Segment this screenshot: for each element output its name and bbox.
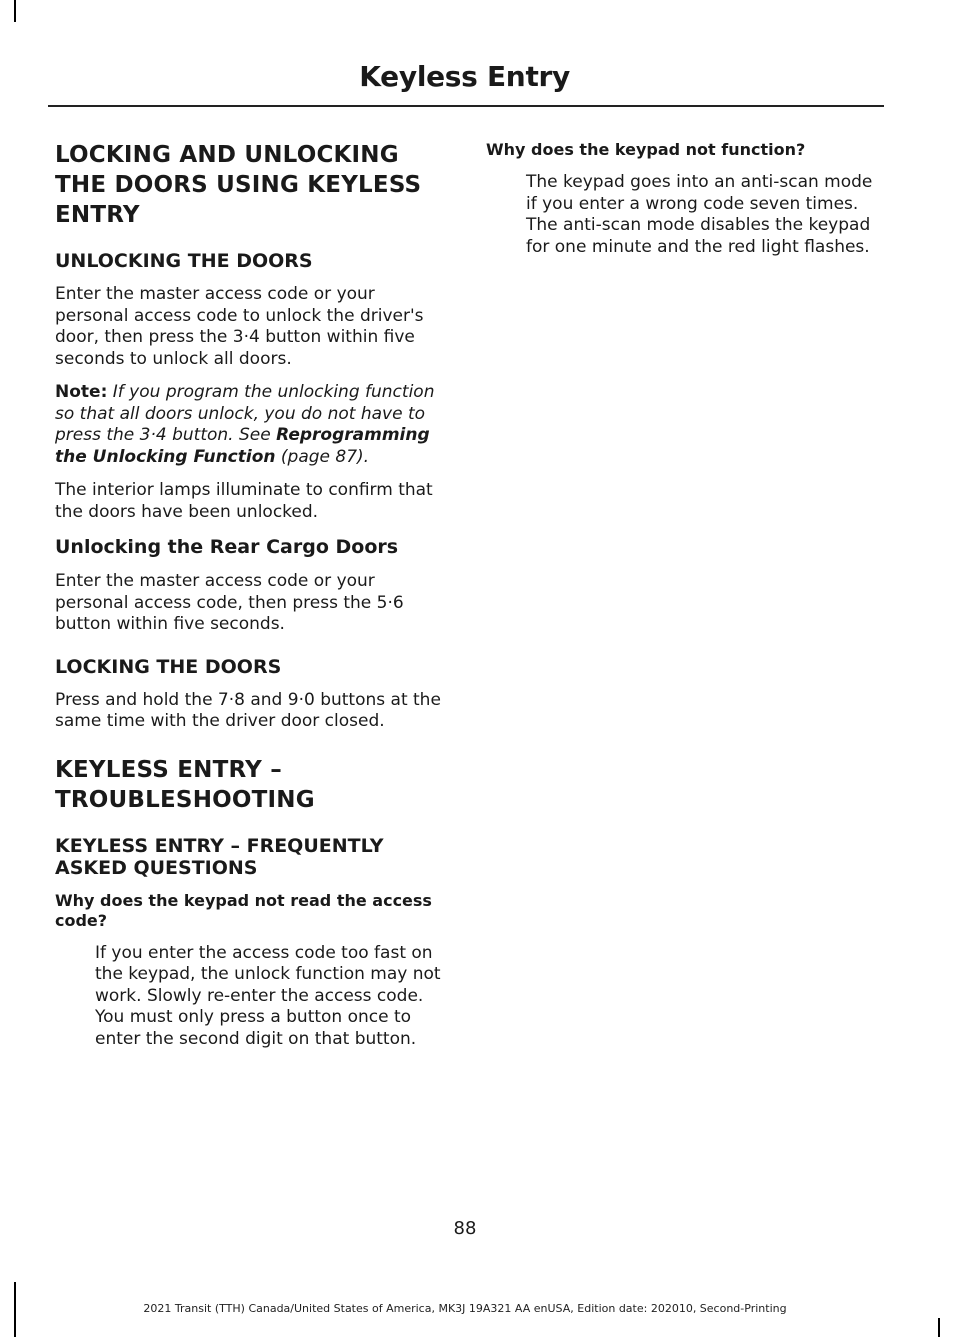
paragraph-unlock: Enter the master access code or your personal access code to unlock the driver's door, then press the 3·4 button within five seconds to unlock all doors. xyxy=(55,284,424,369)
right-column xyxy=(486,140,886,270)
footer-edition: 2021 Transit (TTH) Canada/United States of America, MK3J 19A321 AA enUSA, Edition date: 202010, Second-Printing xyxy=(143,1302,787,1315)
left-column xyxy=(55,140,450,1062)
crop-mark-bottom-right xyxy=(938,1318,940,1337)
page-number: 88 xyxy=(453,1218,477,1239)
section-title-locking: LOCKING AND UNLOCKING THE DOORS USING KEYLESS ENTRY xyxy=(55,142,422,228)
heading-faq: KEYLESS ENTRY – FREQUENTLY ASKED QUESTIONS xyxy=(55,834,384,879)
note-paragraph xyxy=(55,382,450,468)
paragraph-interior-lamps: The interior lamps illuminate to confirm that the doors have been unlocked. xyxy=(55,480,433,522)
section-title-troubleshooting: KEYLESS ENTRY – TROUBLESHOOTING xyxy=(55,756,315,813)
answer-keypad-function: The keypad goes into an anti-scan mode if you enter a wrong code seven times. The anti-scan mode disables the keypad for one minute and the red light flashes. xyxy=(526,172,873,257)
page-header xyxy=(0,60,940,93)
heading-rear-cargo: Unlocking the Rear Cargo Doors xyxy=(55,536,399,558)
crop-mark-top-left xyxy=(14,0,16,22)
paragraph-rear-cargo: Enter the master access code or your personal access code, then press the 5·6 button within five seconds. xyxy=(55,571,404,634)
cross-reference-link[interactable]: Reprogramming the Unlocking Function xyxy=(55,425,430,467)
header-title: Keyless Entry xyxy=(359,60,570,93)
question-keypad-function: Why does the keypad not function? xyxy=(486,140,806,159)
note-page-ref: (page 87). xyxy=(280,446,370,467)
heading-locking-doors: LOCKING THE DOORS xyxy=(55,655,282,678)
note-text: If you program the unlocking function so that all doors unlock, you do not have to press the 3·4 button. See xyxy=(55,382,435,445)
heading-unlocking-doors: UNLOCKING THE DOORS xyxy=(55,250,313,272)
paragraph-locking: Press and hold the 7·8 and 9·0 buttons at the same time with the driver door closed. xyxy=(55,689,441,731)
note-label: Note: xyxy=(55,382,108,402)
question-access-code: Why does the keypad not read the access code? xyxy=(55,890,432,930)
answer-access-code: If you enter the access code too fast on the keypad, the unlock function may not work. Slowly re-enter the access code. You must only press a button once to enter the second digit on that button. xyxy=(95,942,441,1049)
header-rule xyxy=(48,105,884,107)
